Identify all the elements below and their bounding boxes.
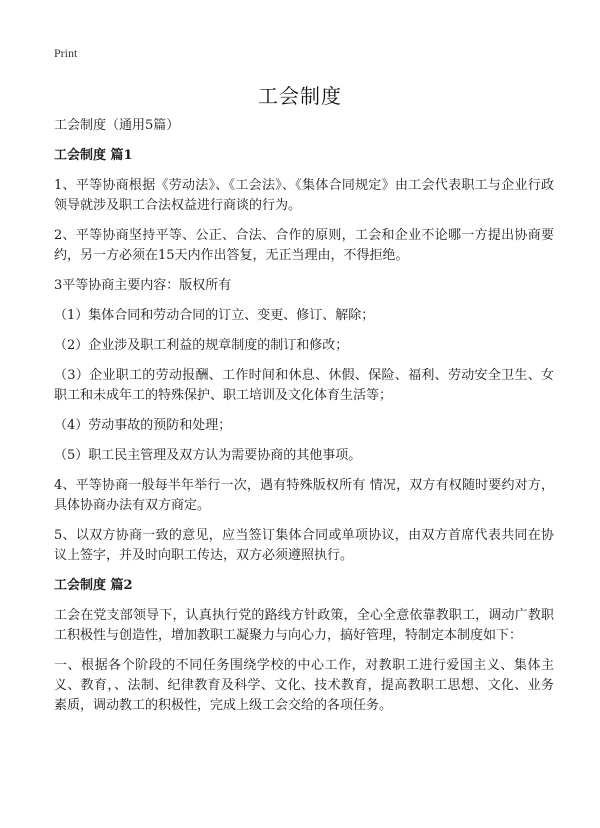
section-heading-2: 工会制度 篇2	[54, 578, 133, 593]
section1-paragraph: 1、平等协商根据《劳动法》、《工会法》、《集体合同规定》由工会代表职工与企业行政领导就涉及职工合法权益进行商谈的行为。	[54, 178, 554, 213]
print-label: Print	[54, 46, 78, 60]
section1-paragraph: （2）企业涉及职工利益的规章制度的制订和修改；	[54, 338, 349, 353]
section1-paragraph: （5）职工民主管理及双方认为需要协商的其他事项。	[54, 448, 362, 463]
section1-paragraph: 3平等协商主要内容：版权所有	[54, 278, 232, 293]
section1-paragraph: 5、以双方协商一致的意见，应当签订集体合同或单项协议，由双方首席代表共同在协议上签字，并及时向职工传达，双方必须遵照执行。	[54, 528, 554, 563]
section1-paragraph: 2、平等协商坚持平等、公正、合法、合作的原则，工会和企业不论哪一方提出协商要约，另一方必须在15天内作出答复，无正当理由，不得拒绝。	[54, 228, 554, 263]
document-subtitle: 工会制度（通用5篇）	[54, 118, 180, 133]
section1-paragraph: （1）集体合同和劳动合同的订立、变更、修订、解除；	[54, 308, 375, 323]
document-body	[54, 116, 554, 726]
section-heading-1: 工会制度 篇1	[54, 148, 133, 163]
section1-paragraph: （4）劳动事故的预防和处理；	[54, 418, 232, 433]
section1-paragraph: （3）企业职工的劳动报酬、工作时间和休息、休假、保险、福利、劳动安全卫生、女职工和未成年工的特殊保护、职工培训及文化体育生活等；	[54, 368, 554, 403]
page-title: 工会制度	[258, 84, 342, 108]
section2-paragraph: 工会在党支部领导下，认真执行党的路线方针政策，全心全意依靠教职工，调动广教职工积极性与创造性，增加教职工凝聚力与向心力，搞好管理，特制定本制度如下：	[54, 608, 554, 643]
section1-paragraph: 4、平等协商一般每半年举行一次，遇有特殊版权所有 情况，双方有权随时要约对方，具体协商办法有双方商定。	[54, 478, 554, 513]
section2-paragraph: 一、根据各个阶段的不同任务围绕学校的中心工作，对教职工进行爱国主义、集体主义、教育，、法制、纪律教育及科学、文化、技术教育，提高教职工思想、文化、业务素质，调动教工的积极性，完成上级工会交给的各项任务。	[54, 658, 554, 713]
